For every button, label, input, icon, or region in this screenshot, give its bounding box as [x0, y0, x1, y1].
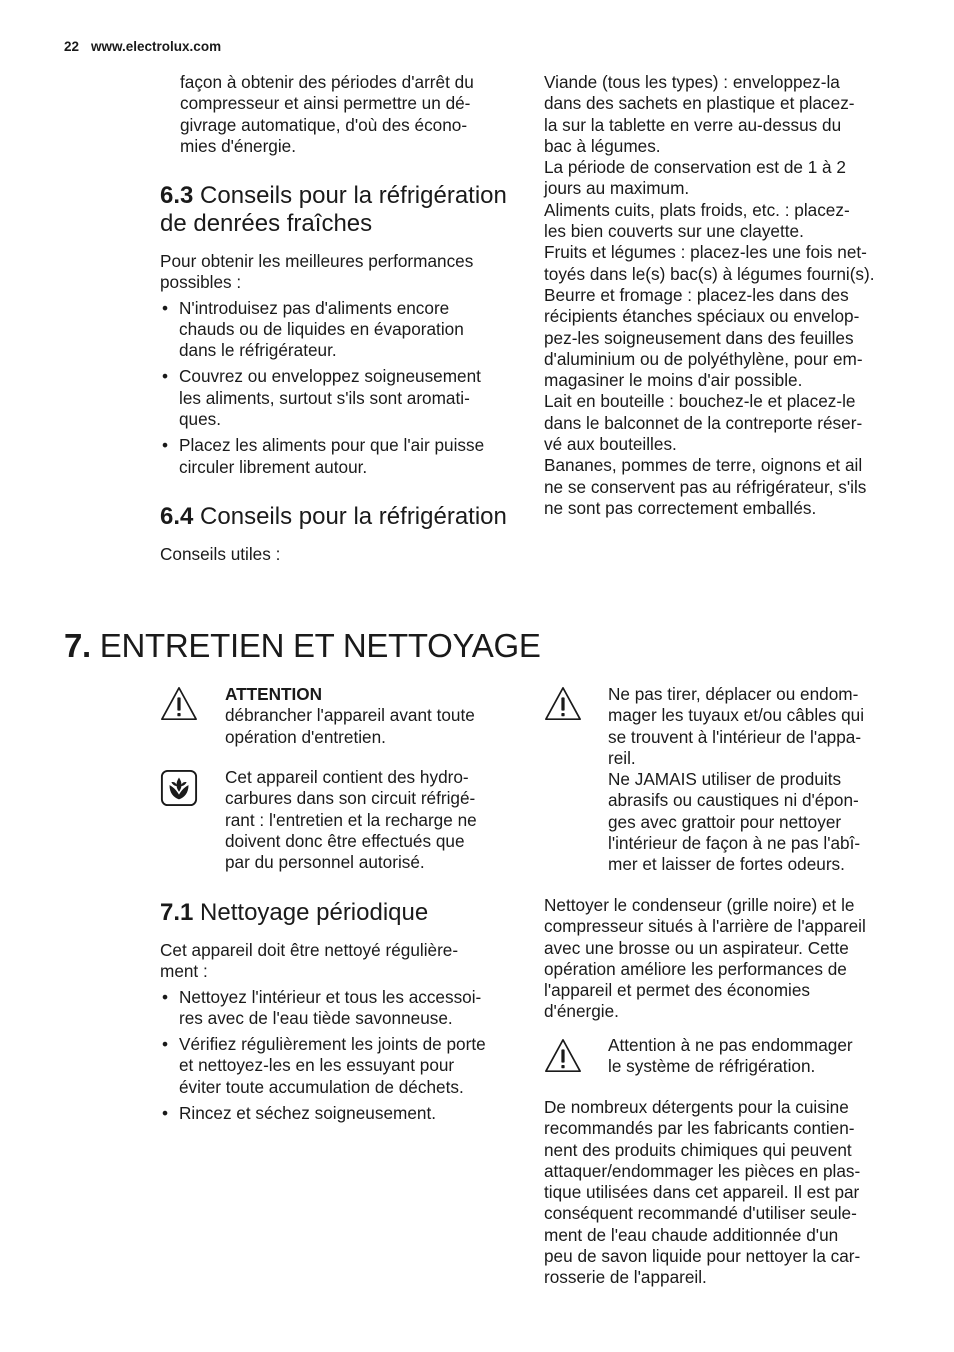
text-line: l'appareil et permet des économies [544, 980, 811, 1001]
section-number: 6.4 [160, 503, 194, 530]
text-line: carbures dans son circuit réfrigé- [225, 788, 476, 809]
warning-triangle-icon [544, 1037, 582, 1075]
text-line: bac à légumes. [544, 135, 661, 156]
text-line: Attention à ne pas endommager [608, 1035, 853, 1055]
text-line: mer et laisser de fortes odeurs. [608, 854, 845, 875]
text-line: nent des produits chimiques qui peuvent [544, 1139, 852, 1160]
text-line: opération améliore les performances de [544, 958, 847, 979]
page-header [64, 38, 221, 56]
chapter-7-heading [64, 627, 541, 665]
cleaning-list [160, 987, 520, 1125]
section-title: Conseils pour la réfrigération [200, 182, 507, 209]
text-line: recommandés par les fabricants contien- [544, 1118, 855, 1139]
text-line: Fruits et légumes : placez-les une fois net- [544, 242, 867, 263]
section-6-3-heading [160, 182, 530, 238]
text-line: éviter toute accumulation de déchets. [179, 1076, 464, 1097]
text-line: ques. [179, 409, 222, 430]
text-line: Nettoyer le condenseur (grille noire) et le [544, 895, 855, 915]
section-number: 7.1 [160, 899, 194, 926]
text-line: • N'introduisez pas d'aliments encore [179, 297, 450, 318]
text-line: par du personnel autorisé. [225, 852, 425, 873]
storage-tips [544, 72, 914, 519]
warning-triangle-icon [544, 685, 582, 723]
tips-list [160, 298, 520, 478]
list-item [160, 1103, 520, 1124]
text-line: se trouvent à l'intérieur de l'appa- [608, 726, 862, 747]
text-line: La période de conservation est de 1 à 2 [544, 157, 846, 178]
chapter-number: 7. [64, 627, 91, 664]
list-item [160, 1034, 520, 1098]
text-line: l'intérieur de façon à ne pas l'abî- [608, 833, 861, 854]
section-title: Conseils pour la réfrigération [200, 503, 507, 530]
text-line: Beurre et fromage : placez-les dans des [544, 284, 849, 305]
text-line: chauds ou de liquides en évaporation [179, 318, 464, 339]
text-line: conséquent recommandé d'utiliser seule- [544, 1203, 857, 1224]
text-line: attaquer/endommager les pièces en plas- [544, 1160, 861, 1181]
section-6-4-lead: Conseils utiles : [160, 544, 281, 564]
section-title: de denrées fraîches [160, 210, 373, 237]
intro-paragraph [180, 72, 520, 157]
page-number: 22 [64, 39, 80, 54]
text-line: avec une brosse ou un aspirateur. Cette [544, 937, 849, 958]
section-6-3-body [160, 251, 520, 483]
text-line: givrage automatique, d'où des écono- [180, 114, 468, 135]
section-title: Nettoyage périodique [200, 899, 429, 926]
text-line: res avec de l'eau tiède savonneuse. [179, 1007, 453, 1028]
text-line: ges avec grattoir pour nettoyer [608, 811, 842, 832]
text-line: • Rincez et séchez soigneusement. [179, 1103, 436, 1124]
text-line: mies d'énergie. [180, 135, 297, 156]
text-line: compresseur et ainsi permettre un dé- [180, 93, 471, 114]
text-line: dans le balconnet de la contreporte réser- [544, 412, 863, 433]
text-line: mager les tuyaux et/ou câbles qui [608, 705, 865, 726]
text-line: dans des sachets en plastique et placez- [544, 93, 855, 114]
handling-warning [608, 684, 908, 876]
text-line: ment de l'eau chaude additionnée d'un [544, 1224, 839, 1245]
text-line: • Vérifiez régulièrement les joints de porte [179, 1034, 486, 1055]
list-item [160, 435, 520, 478]
condenser-paragraph [544, 895, 914, 1023]
text-line: toyés dans le(s) bac(s) à légumes fourni(s). [544, 263, 875, 284]
text-line: • Placez les aliments pour que l'air puisse [179, 435, 485, 456]
text-line: façon à obtenir des périodes d'arrêt du [180, 72, 474, 92]
text-line: compresseur situés à l'arrière de l'appareil [544, 916, 866, 937]
text-line: dans le réfrigérateur. [179, 340, 337, 361]
list-item [160, 298, 520, 362]
chapter-title: ENTRETIEN ET NETTOYAGE [99, 627, 541, 664]
text-line: les bien couverts sur une clayette. [544, 221, 804, 242]
warning-triangle-icon [160, 685, 198, 723]
text-line: rosserie de l'appareil. [544, 1267, 707, 1288]
text-line: jours au maximum. [544, 178, 690, 199]
list-item [160, 987, 520, 1030]
section-7-1-heading [160, 899, 530, 927]
detergents-paragraph [544, 1097, 914, 1289]
text-line: Bananes, pommes de terre, oignons et ail [544, 455, 863, 476]
section-number: 6.3 [160, 182, 194, 209]
text-line: ne se conservent pas au réfrigérateur, s'ils [544, 476, 867, 497]
text-line: d'énergie. [544, 1001, 619, 1022]
text-line: la sur la tablette en verre au-dessus du [544, 114, 842, 135]
text-line: vé aux bouteilles. [544, 434, 677, 455]
text-line: ne sont pas correctement emballés. [544, 497, 817, 518]
text-line: et nettoyez-les en les essuyant pour [179, 1055, 455, 1076]
refrigeration-warning [608, 1035, 908, 1078]
text-line: abrasifs ou caustiques ni d'épon- [608, 790, 859, 811]
text-line: Aliments cuits, plats froids, etc. : placez- [544, 199, 850, 220]
text-line: Cet appareil doit être nettoyé régulière- [160, 940, 459, 960]
text-line: • Nettoyez l'intérieur et tous les accessoi- [179, 986, 482, 1007]
text-line: circuler librement autour. [179, 456, 368, 477]
text-line: doivent donc être effectués que [225, 830, 465, 851]
text-line: d'aluminium ou de polyéthylène, pour em- [544, 348, 863, 369]
text-line: Ne pas tirer, déplacer ou endom- [608, 684, 859, 704]
attention-note [225, 684, 525, 748]
text-line: Cet appareil contient des hydro- [225, 767, 469, 787]
list-item [160, 366, 520, 430]
text-line: peu de savon liquide pour nettoyer la car- [544, 1246, 861, 1267]
section-7-1-body [160, 940, 520, 1129]
text-line: Viande (tous les types) : enveloppez-la [544, 72, 840, 92]
text-line: • Couvrez ou enveloppez soigneusement [179, 366, 481, 387]
environment-note [225, 767, 525, 873]
attention-label: ATTENTION [225, 684, 323, 704]
environment-icon [160, 769, 198, 807]
text-line: récipients étanches spéciaux ou envelop- [544, 306, 860, 327]
text-line: opération d'entretien. [225, 726, 386, 747]
text-line: possibles : [160, 272, 242, 293]
text-line: le système de réfrigération. [608, 1056, 816, 1077]
website-link[interactable]: www.electrolux.com [91, 39, 222, 54]
section-6-4-heading [160, 503, 530, 531]
text-line: ment : [160, 961, 208, 982]
text-line: Lait en bouteille : bouchez-le et placez-le [544, 391, 856, 412]
text-line: De nombreux détergents pour la cuisine [544, 1097, 849, 1117]
text-line: pez-les soigneusement dans des feuilles [544, 327, 854, 348]
text-line: les aliments, surtout s'ils sont aromati- [179, 387, 470, 408]
text-line: Ne JAMAIS utiliser de produits [608, 769, 842, 790]
text-line: magasiner le moins d'air possible. [544, 370, 803, 391]
text-line: débrancher l'appareil avant toute [225, 705, 475, 726]
text-line: Pour obtenir les meilleures performances [160, 251, 474, 271]
text-line: reil. [608, 747, 636, 768]
text-line: rant : l'entretien et la recharge ne [225, 809, 477, 830]
text-line: tique utilisées dans cet appareil. Il est par [544, 1182, 860, 1203]
